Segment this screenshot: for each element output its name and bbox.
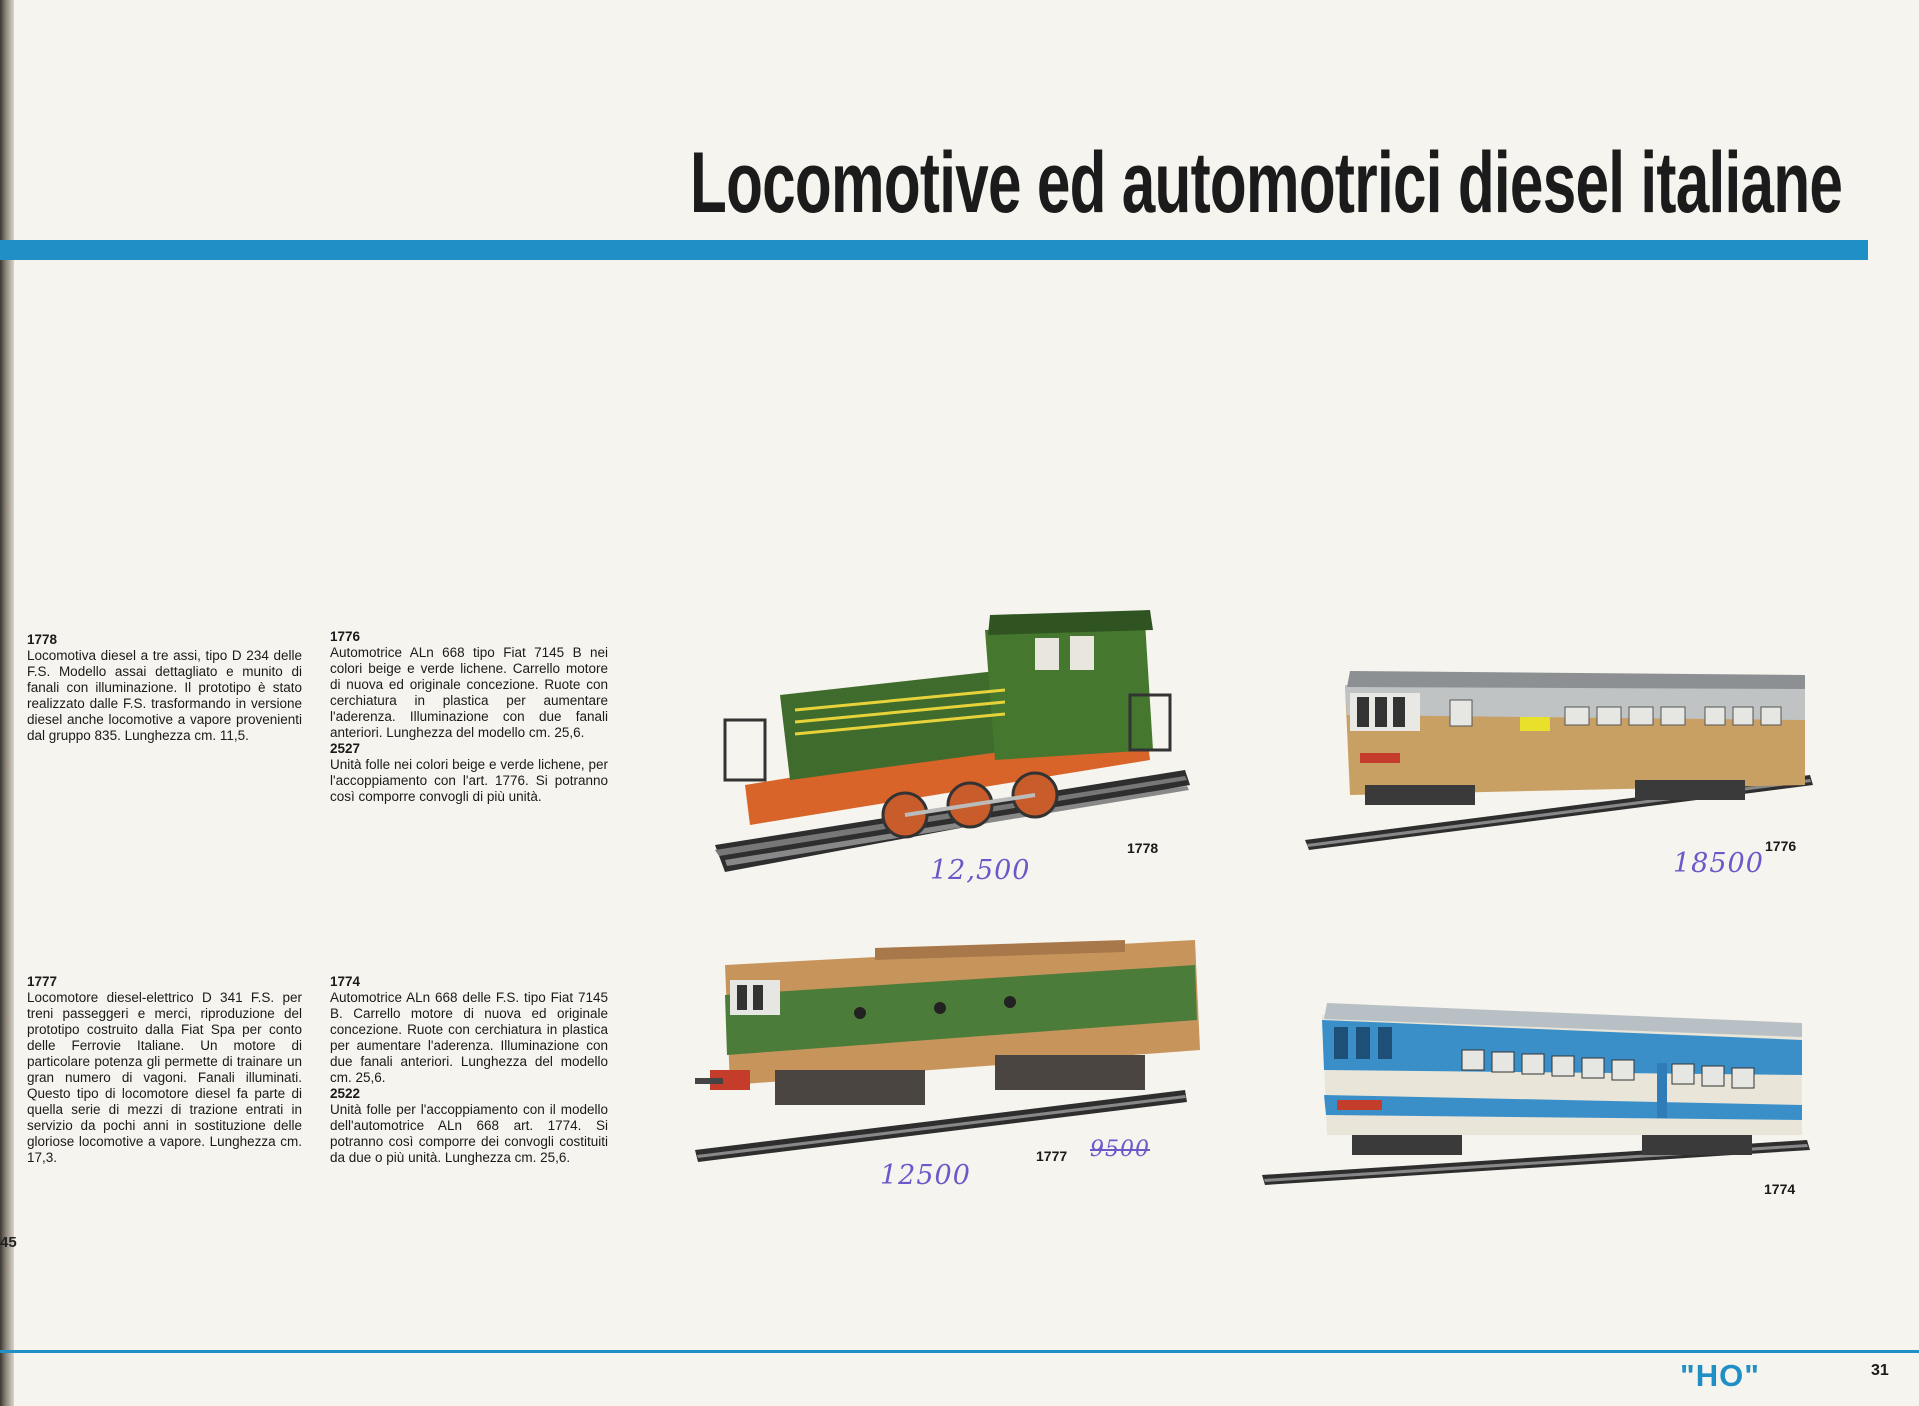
item-code: 1776 xyxy=(330,629,361,644)
handwritten-price-1777: 12500 xyxy=(880,1160,971,1191)
item-text: Locomotore diesel-elettrico D 341 F.S. per treni passeggeri e merci, riproduzione del prototipo costruito dalla Fiat Spa per conto delle Ferrovie Italiane. Un motore di particolare potenza gli permette di trainare un gran numero di vagoni. Fanali illuminati. Questo tipo di locomotore diesel fa parte di quella serie di mezzi di trazione entrati in servizio da pochi anni in sostituzione delle gloriose locomotive a vapore. Lunghezza cm. 17,3. xyxy=(27,990,302,1165)
item-code: 1778 xyxy=(27,632,58,647)
locomotive-1777-image xyxy=(695,940,1205,1170)
description-1777 xyxy=(27,974,302,1166)
item-code-secondary: 2527 xyxy=(330,741,361,756)
model-label-1774: 1774 xyxy=(1764,1181,1796,1197)
gauge-label: "HO" xyxy=(1680,1358,1760,1393)
item-code: 1777 xyxy=(27,974,58,989)
item-text: Locomotiva diesel a tre assi, tipo D 234 delle F.S. Modello assai dettagliato e munito di fanali con illuminazione. Il prototipo è stato realizzato dalle F.S. trasformando in versione diesel anche locomotive a vapore provenienti dal gruppo 835. Lunghezza cm. 11,5. xyxy=(27,648,302,743)
item-text-secondary: Unità folle per l'accoppiamento con il modello dell'automotrice ALn 668 art. 1774. Si potranno così comporre dei convogli costituiti da due o più unità. Lunghezza cm. 25,6. xyxy=(330,1102,608,1165)
page-title: Locomotive ed automotrici diesel italiane xyxy=(690,135,1843,231)
title-rule xyxy=(0,240,1868,260)
handwritten-price-1778: 12,500 xyxy=(930,855,1031,886)
description-1778 xyxy=(27,632,302,744)
item-code: 1774 xyxy=(330,974,361,989)
footer-rule xyxy=(0,1350,1919,1353)
previous-page-number: 45 xyxy=(0,1234,17,1251)
item-text: Automotrice ALn 668 delle F.S. tipo Fiat 7145 B. Carrello motore di nuova ed originale concezione. Ruote con cerchiatura in plastica per aumentare l'aderenza. Illuminazione con due fanali anteriori. Lunghezza del modello cm. 25,6. xyxy=(330,990,608,1085)
item-text-secondary: Unità folle nei colori beige e verde lichene, per l'accoppiamento con l'art. 1776. Si potranno così comporre convogli di più unità. xyxy=(330,757,608,804)
railcar-1776-image xyxy=(1305,665,1815,855)
page-number: 31 xyxy=(1871,1362,1889,1379)
book-spine xyxy=(0,0,14,1406)
item-code-secondary: 2522 xyxy=(330,1086,361,1101)
handwritten-price-1776: 18500 xyxy=(1673,848,1764,879)
model-label-1778: 1778 xyxy=(1127,840,1159,856)
railcar-1774-image xyxy=(1262,995,1812,1195)
item-text: Automotrice ALn 668 tipo Fiat 7145 B nei colori beige e verde lichene. Carrello motore di nuova ed originale concezione. Ruote con cerchiatura in plastica per aumentare l'aderenza. Illuminazione con due fanali anteriori. Lunghezza del modello cm. 25,6. xyxy=(330,645,608,740)
model-label-1777: 1777 xyxy=(1036,1148,1068,1164)
handwritten-old-price-1777: 9500 xyxy=(1090,1137,1150,1162)
locomotive-1778-image xyxy=(705,610,1195,880)
description-1776 xyxy=(330,629,608,805)
description-1774 xyxy=(330,974,608,1166)
model-label-1776: 1776 xyxy=(1765,838,1797,854)
